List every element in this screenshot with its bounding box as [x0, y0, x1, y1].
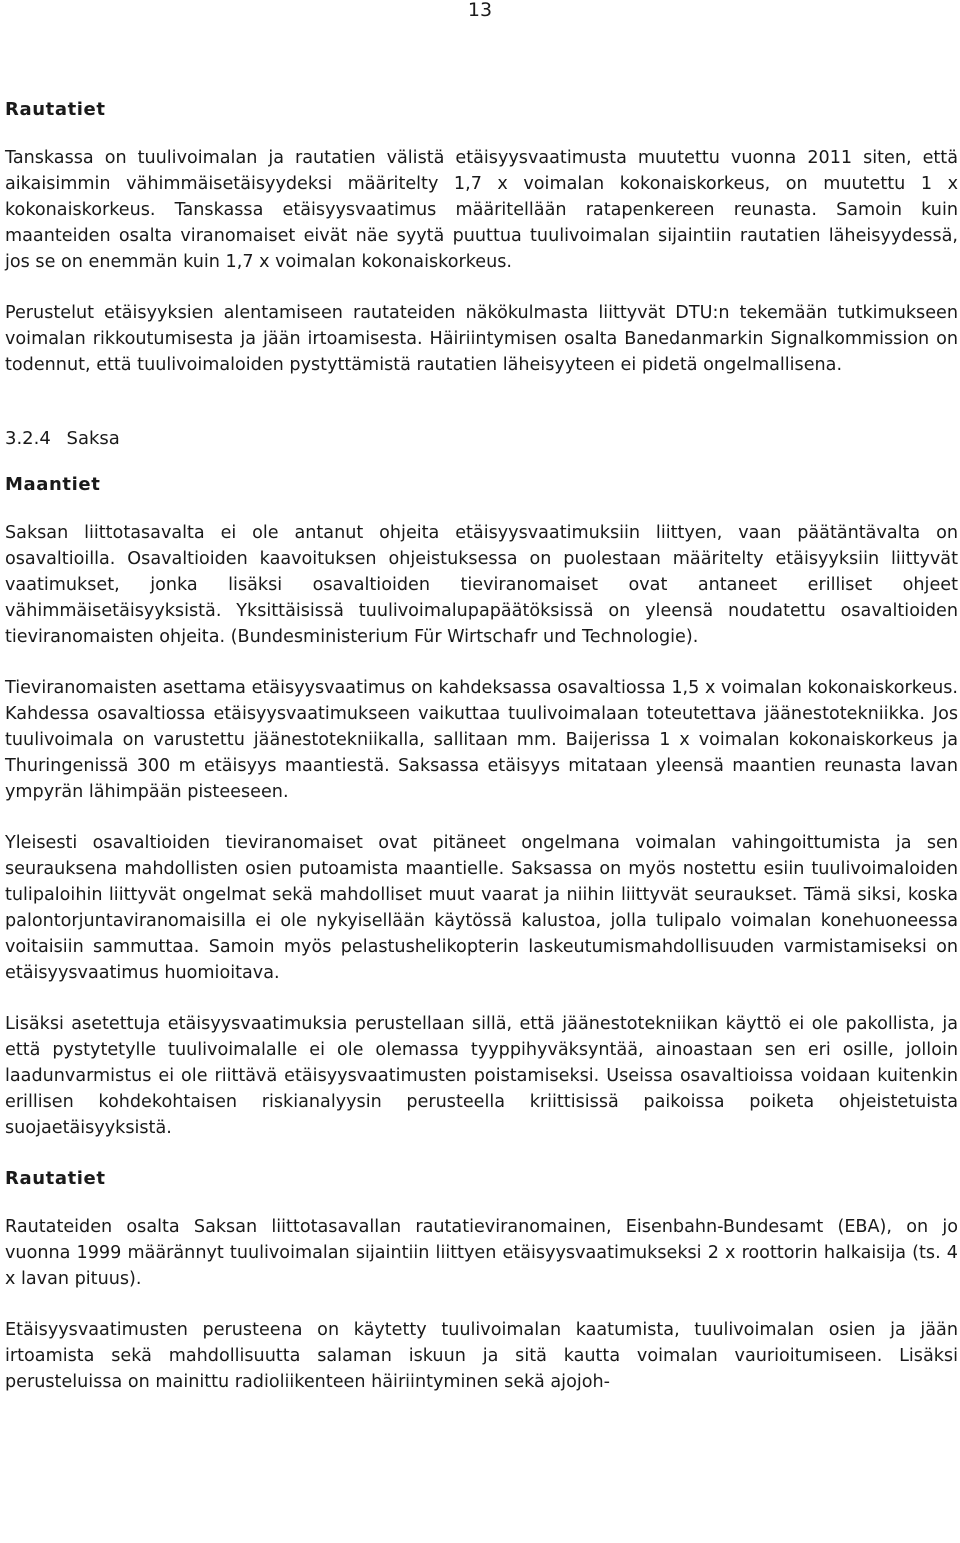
section-rautatiet-germany [5, 1166, 958, 1395]
subsection-number: 3.2.4 [5, 428, 51, 449]
paragraph: Perustelut etäisyyksien alentamiseen rautateiden näkökulmasta liittyvät DTU:n tekemään tutkimukseen voimalan rikkoutumisesta ja jään irtoamisesta. Häiriintymisen osalta Banedanmarkin Signalkommission on todennut, että tuulivoimaloiden pystyttämistä rautatien läheisyyteen ei pidetä ongelmallisena. [5, 303, 958, 375]
paragraph: Etäisyysvaatimusten perusteena on käytetty tuulivoimalan kaatumista, tuulivoimalan osien ja jään irtoamista sekä mahdollisuutta salaman iskuun ja sitä kautta voimalan vaurioitumiseen. Lisäksi perusteluissa on mainittu radioliikenteen häiriintyminen sekä ajojoh- [5, 1320, 958, 1392]
section-heading: Maantiet [5, 474, 101, 495]
section-maantiet [5, 472, 958, 1141]
page-number: 13 [467, 0, 493, 21]
paragraph: Rautateiden osalta Saksan liittotasavallan rautatieviranomainen, Eisenbahn-Bundesamt (EBA), on jo vuonna 1999 määrännyt tuulivoimalan sijaintiin liittyen etäisyysvaatimukseksi 2 x roottorin halkaisija (ts. 4 x lavan pituus). [5, 1217, 958, 1289]
section-heading: Rautatiet [5, 99, 106, 120]
paragraph: Saksan liittotasavalta ei ole antanut ohjeita etäisyysvaatimuksiin liittyen, vaan päätäntävalta on osavaltioilla. Osavaltioiden kaavoituksen ohjeistuksessa on puolestaan määritelty etäisyyksiin liittyvät vaatimukset, jonka lisäksi osavaltioiden tieviranomaiset ovat antaneet erilliset ohjeet vähimmäisetäisyyksistä. Yksittäisissä tuulivoimalupapäätöksissä on yleensä noudatettu osavaltioiden tieviranomaisten ohjeita. (Bundesministerium Für Wirtschafr und Technologie). [5, 523, 958, 647]
paragraph: Lisäksi asetettuja etäisyysvaatimuksia perustellaan sillä, että jäänestotekniikan käyttö ei ole pakollista, ja että pystytetylle tuulivoimalalle ei ole olemassa tyyppihyväksyntää, ainoastaan sen eri osille, jolloin laadunvarmistus ei ole riittävä etäisyysvaatimusten poistamiseksi. Useissa osavaltioissa voidaan kuitenkin erillisen kohdekohtaisen riskianalyysin perusteella kriittisissä paikoissa poiketa ohjeistetuista suojaetäisyyksistä. [5, 1014, 958, 1138]
section-rautatiet-denmark [5, 97, 958, 378]
section-heading: Rautatiet [5, 1168, 106, 1189]
subsection-title: Saksa [66, 428, 120, 449]
paragraph: Yleisesti osavaltioiden tieviranomaiset ovat pitäneet ongelmana voimalan vahingoittumista ja sen seurauksena mahdollisten osien putoamista maantielle. Saksassa on myös nostettu esiin tuulivoimaloiden tulipaloihin liittyvät ongelmat sekä mahdolliset muut vaarat ja niihin liittyvät seuraukset. Tämä siksi, koska palontorjuntaviranomaisilla ei ole nykyisellään käytössä kalustoa, jolla tulipalo voimalan konehuoneessa voitaisiin sammuttaa. Samoin myös pelastushelikopterin laskeutumismahdollisuuden varmistamiseksi on etäisyysvaatimus huomioitava. [5, 833, 958, 983]
page-content [5, 97, 958, 1420]
paragraph: Tanskassa on tuulivoimalan ja rautatien välistä etäisyysvaatimusta muutettu vuonna 2011 siten, että aikaisimmin vähimmäisetäisyydeksi määritelty 1,7 x voimalan kokonaiskorkeus, on muutettu 1 x kokonaiskorkeus. Tanskassa etäisyysvaatimus määritellään ratapenkereen reunasta. Samoin kuin maanteiden osalta viranomaiset eivät näe syytä puuttua tuulivoimalan sijaintiin rautatien läheisyydessä, jos se on enemmän kuin 1,7 x voimalan kokonaiskorkeus. [5, 148, 958, 272]
subsection-heading [5, 426, 958, 452]
paragraph: Tieviranomaisten asettama etäisyysvaatimus on kahdeksassa osavaltiossa 1,5 x voimalan kokonaiskorkeus. Kahdessa osavaltiossa etäisyysvaatimukseen vaikuttaa tuulivoimalaan toteutettava jäänestotekniikka. Jos tuulivoimala on varustettu jäänestotekniikalla, sallitaan mm. Baijerissa 1 x voimalan kokonaiskorkeus ja Thuringenissä 300 m etäisyys maantiestä. Saksassa etäisyys mitataan yleensä maantien reunasta lavan ympyrän lähimpään pisteeseen. [5, 678, 958, 802]
